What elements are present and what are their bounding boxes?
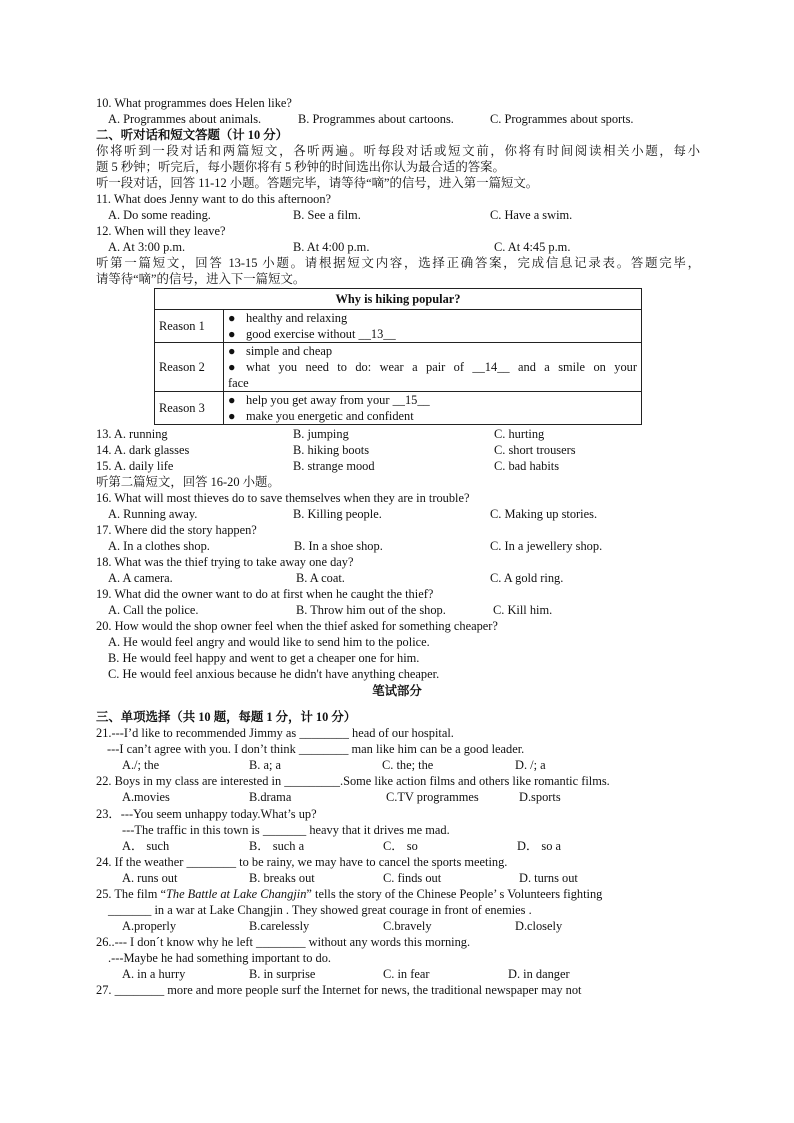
q13-option-c: C. hurting [494,427,545,441]
q12-question: 12. When will they leave? [96,224,226,238]
q24-option-a: A. runs out [122,871,178,885]
q17-question: 17. Where did the story happen? [96,523,257,537]
q23-option-d: D． so a [517,839,562,853]
section2-intro-line3: 听一段对话，回答 11-12 小题。答题完毕，请等待“嘀”的信号，进入第一篇短文。 [96,176,539,190]
q10-option-c: C. Programmes about sports. [490,112,634,126]
q20-question: 20. How would the shop owner feel when the thief asked for something cheaper? [96,619,498,633]
q13-option-b: B. jumping [293,427,349,441]
q25-line1: 25. The film “The Battle at Lake Changjin” tells the story of the Chinese People’ s Volunteers fighting [96,887,603,901]
q24-option-d: D. turns out [519,871,578,885]
q19-question: 19. What did the owner want to do at first when he caught the thief? [96,587,434,601]
table-title: Why is hiking popular? [155,289,642,310]
q26-option-c: C. in fear [383,967,430,981]
film-title: The Battle at Lake Changjin [165,887,307,901]
q11-option-a: A. Do some reading. [108,208,211,222]
q13-option-a: 13. A. running [96,427,168,441]
q18-question: 18. What was the thief trying to take away one day? [96,555,354,569]
q21-option-b: B. a; a [249,758,281,772]
q17-option-b: B. In a shoe shop. [294,539,383,553]
table-row-items: ● help you get away from your __15__ ● make you energetic and confident [224,392,642,425]
table-row-items: ● healthy and relaxing ● good exercise without __13__ [224,310,642,343]
q16-option-a: A. Running away. [108,507,198,521]
q19-option-b: B. Throw him out of the shop. [296,603,446,617]
q24-line1: 24. If the weather ________ to be rainy, we may have to cancel the sports meeting. [96,855,508,869]
q22-option-a: A.movies [122,790,170,804]
q18-option-b: B. A coat. [296,571,345,585]
q22-option-d: D.sports [519,790,561,804]
q12-option-c: C. At 4:45 p.m. [494,240,571,254]
q16-question: 16. What will most thieves do to save themselves when they are in trouble? [96,491,470,505]
q11-question: 11. What does Jenny want to do this afternoon? [96,192,332,206]
written-part-title: 笔试部分 [372,684,422,698]
q10-question: 10. What programmes does Helen like? [96,96,292,110]
q10-option-b: B. Programmes about cartoons. [298,112,454,126]
q16-option-b: B. Killing people. [293,507,382,521]
q20-option-b: B. He would feel happy and went to get a cheaper one for him. [108,651,420,665]
q12-option-b: B. At 4:00 p.m. [293,240,370,254]
q23-line1: 23．---You seem unhappy today.What’s up? [96,807,317,821]
q26-line2: .---Maybe he had something important to do. [108,951,331,965]
q21-option-a: A./; the [122,758,160,772]
section2-heading: 二、听对话和短文答题（计 10 分） [96,128,289,142]
q26-option-b: B. in surprise [249,967,316,981]
q20-option-c: C. He would feel anxious because he didn't have anything cheaper. [108,667,440,681]
q18-option-c: C. A gold ring. [490,571,564,585]
table-row-label: Reason 1 [155,310,224,343]
q22-option-c: C.TV programmes [386,790,479,804]
q10-option-a: A. Programmes about animals. [108,112,262,126]
q22-option-b: B.drama [249,790,292,804]
q11-option-b: B. See a film. [293,208,361,222]
q19-option-a: A. Call the police. [108,603,199,617]
q11-option-c: C. Have a swim. [490,208,573,222]
table-row-label: Reason 3 [155,392,224,425]
q15-option-a: 15. A. daily life [96,459,174,473]
q14-option-c: C. short trousers [494,443,576,457]
bullet-icon: ● [228,409,236,423]
q23-option-c: C． so [383,839,418,853]
section2-intro-line2: 题 5 秒钟；听完后，每小题你将有 5 秒钟的时间选出你认为最合适的答案。 [96,160,505,174]
q26-line1: 26..--- I don´t know why he left ________ without any words this morning. [96,935,471,949]
q21-line2: ---I can’t agree with you. I don’t think ________ man like him can be a good leader. [107,742,525,756]
q17-option-c: C. In a jewellery shop. [490,539,603,553]
section2-intro-line1: 你将听到一段对话和两篇短文，各听两遍。听每段对话或短文前，你将有时间阅读相关小题，每小 [96,144,700,158]
table-row-label: Reason 2 [155,343,224,392]
q14-option-b: B. hiking boots [293,443,370,457]
bullet-icon: ● [228,360,236,374]
q15-option-b: B. strange mood [293,459,375,473]
q25-option-b: B.carelessly [249,919,310,933]
q21-option-d: D. /; a [515,758,546,772]
q18-option-a: A. A camera. [108,571,173,585]
q14-option-a: 14. A. dark glasses [96,443,190,457]
passage1-intro-line1: 听第一篇短文，回答 13-15 小题。请根据短文内容，选择正确答案，完成信息记录表。答题完毕， [96,256,700,270]
q19-option-c: C. Kill him. [493,603,553,617]
q25-option-d: D.closely [515,919,563,933]
q24-option-b: B. breaks out [249,871,315,885]
hiking-table [154,288,642,425]
q21-line1: 21.---I’d like to recommended Jimmy as ________ head of our hospital. [96,726,454,740]
q24-option-c: C. finds out [383,871,442,885]
q22-line1: 22. Boys in my class are interested in _________.Some like action films and others like romantic films. [96,774,610,788]
table-row-items: ● simple and cheap ● what you need to do: wear a pair of __14__ and a smile on your face [224,343,642,392]
q20-option-a: A. He would feel angry and would like to send him to the police. [108,635,430,649]
bullet-icon: ● [228,344,236,358]
q21-option-c: C. the; the [382,758,434,772]
q15-option-c: C. bad habits [494,459,560,473]
q25-line2: _______ in a war at Lake Changjin . They showed great courage in front of enemies . [108,903,532,917]
passage1-intro-line2: 请等待“嘀”的信号，进入下一篇短文。 [96,272,306,286]
section3-heading: 三、单项选择（共 10 题，每题 1 分，计 10 分） [96,710,357,724]
q25-option-c: C.bravely [383,919,432,933]
q17-option-a: A. In a clothes shop. [108,539,210,553]
passage2-intro: 听第二篇短文，回答 16-20 小题。 [96,475,280,489]
q23-option-b: B． such a [249,839,305,853]
bullet-icon: ● [228,311,236,325]
q16-option-c: C. Making up stories. [490,507,598,521]
q27-line1: 27. ________ more and more people surf the Internet for news, the traditional newspaper may not [96,983,582,997]
q25-option-a: A.properly [122,919,177,933]
q12-option-a: A. At 3:00 p.m. [108,240,186,254]
q23-line2: ---The traffic in this town is _______ heavy that it drives me mad. [122,823,450,837]
q23-option-a: A． such [122,839,170,853]
bullet-icon: ● [228,393,236,407]
bullet-icon: ● [228,327,236,341]
q26-option-d: D. in danger [508,967,570,981]
q26-option-a: A. in a hurry [122,967,186,981]
